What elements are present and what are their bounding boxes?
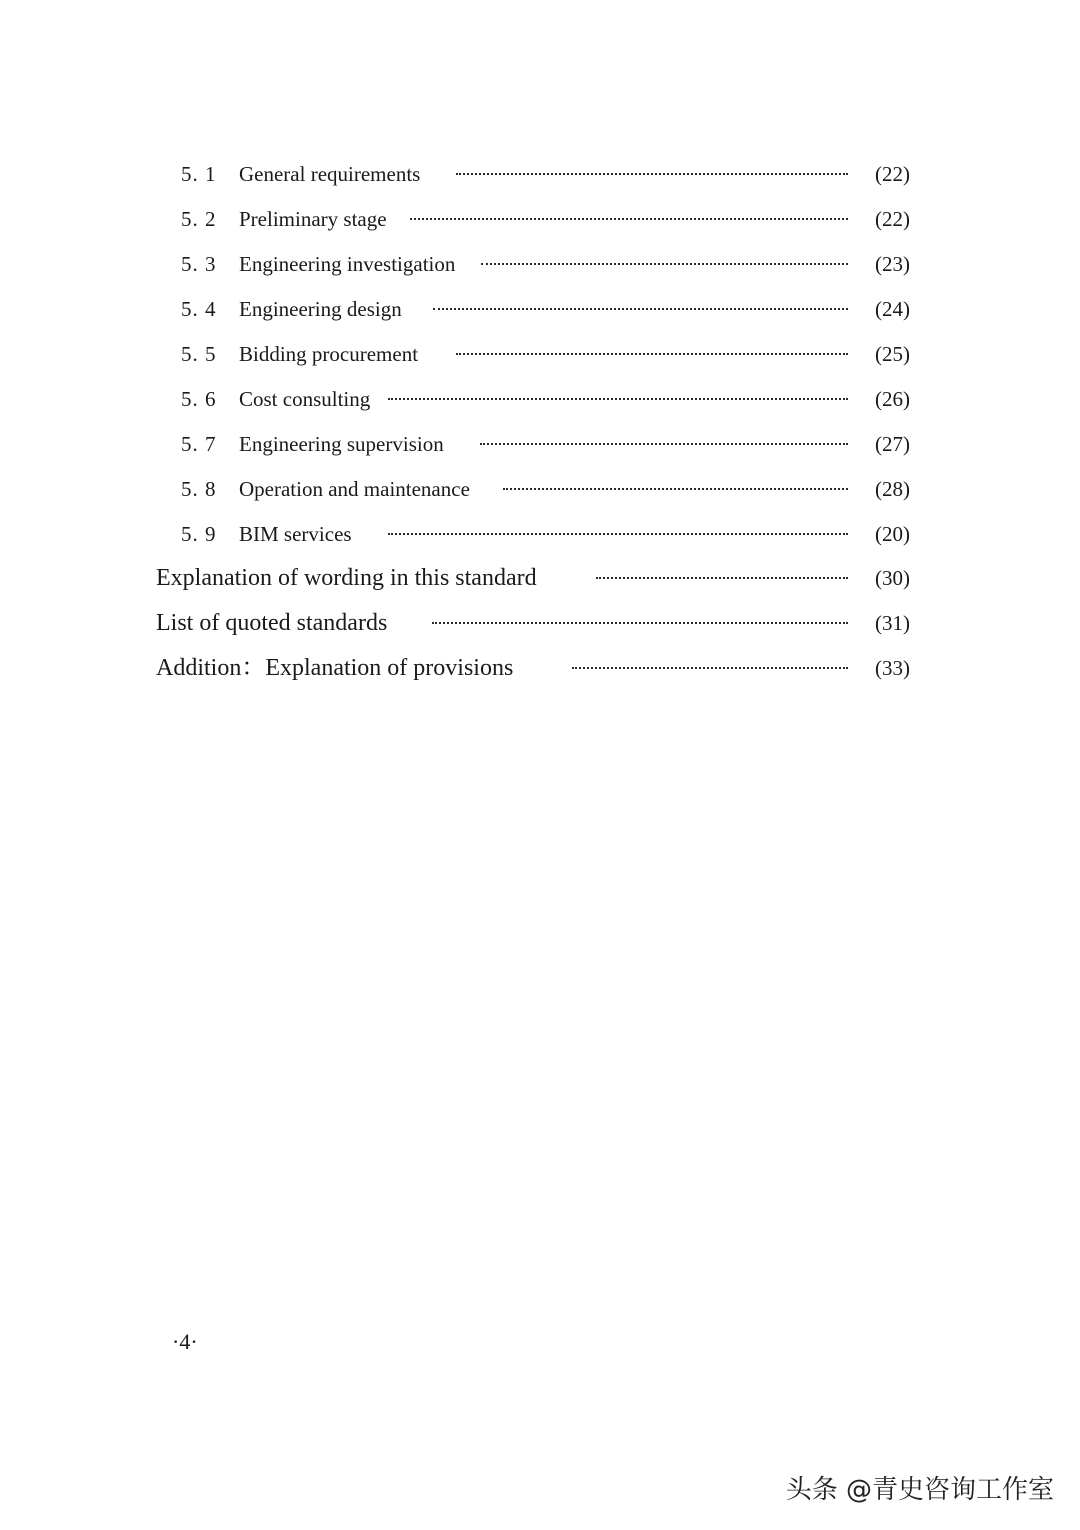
dot-leader (432, 622, 848, 624)
toc-entry-page: (25) (875, 342, 910, 366)
toc-entry-page: (23) (875, 252, 910, 276)
toc-entry-number: 5. 3 (181, 252, 217, 276)
toc-entry-5-7[interactable] (0, 426, 1080, 462)
toc-entry-title: List of quoted standards (156, 610, 388, 636)
toc-entry-page: (33) (875, 656, 910, 680)
toc-entry-number: 5. 2 (181, 207, 217, 231)
dot-leader (433, 308, 848, 310)
dot-leader (456, 173, 848, 175)
toc-entry-title: Operation and maintenance (239, 477, 470, 501)
toc-entry-title: Engineering supervision (239, 432, 444, 456)
dot-leader (572, 667, 848, 669)
toc-entry-5-2[interactable] (0, 201, 1080, 237)
toc-entry-number: 5. 5 (181, 342, 217, 366)
dot-leader (481, 263, 848, 265)
page-number: ·4· (172, 1329, 198, 1354)
dot-leader (456, 353, 848, 355)
watermark-text: 头条 @青史咨询工作室 (785, 1475, 1054, 1505)
toc-entry-title: Engineering design (239, 297, 402, 321)
toc-entry-title: Preliminary stage (239, 207, 387, 231)
toc-entry-page: (24) (875, 297, 910, 321)
toc-entry-title: Bidding procurement (239, 342, 419, 366)
toc-entry-number: 5. 1 (181, 162, 217, 186)
toc-entry-title: BIM services (239, 522, 352, 546)
toc-entry-5-5[interactable] (0, 336, 1080, 372)
dot-leader (503, 488, 848, 490)
toc-entry-5-6[interactable] (0, 381, 1080, 417)
toc-entry-title: Addition：Explanation of provisions (156, 655, 514, 681)
toc-entry-5-3[interactable] (0, 246, 1080, 282)
toc-entry-page: (28) (875, 477, 910, 501)
toc-entry-5-4[interactable] (0, 291, 1080, 327)
toc-entry-explanation-of-provisions[interactable] (0, 650, 1080, 686)
toc-entry-title: General requirements (239, 162, 421, 186)
toc-entry-title: Cost consulting (239, 387, 371, 411)
toc-entry-number: 5. 7 (181, 432, 217, 456)
toc-entry-list-of-quoted-standards[interactable] (0, 605, 1080, 641)
toc-entry-page: (22) (875, 162, 910, 186)
toc-entry-number: 5. 9 (181, 522, 217, 546)
toc-entry-page: (20) (875, 522, 910, 546)
toc-entry-title: Explanation of wording in this standard (156, 565, 537, 591)
toc-entry-5-8[interactable] (0, 471, 1080, 507)
toc-entry-number: 5. 4 (181, 297, 217, 321)
table-of-contents (0, 0, 1080, 700)
toc-entry-explanation-of-wording[interactable] (0, 560, 1080, 596)
dot-leader (388, 533, 848, 535)
toc-entry-page: (26) (875, 387, 910, 411)
toc-entry-page: (22) (875, 207, 910, 231)
dot-leader (388, 398, 848, 400)
toc-entry-number: 5. 6 (181, 387, 217, 411)
dot-leader (410, 218, 848, 220)
toc-entry-5-1[interactable] (0, 156, 1080, 192)
toc-entry-title: Engineering investigation (239, 252, 456, 276)
dot-leader (480, 443, 848, 445)
toc-entry-5-9[interactable] (0, 516, 1080, 552)
toc-entry-page: (30) (875, 566, 910, 590)
toc-entry-page: (27) (875, 432, 910, 456)
dot-leader (596, 577, 848, 579)
toc-entry-number: 5. 8 (181, 477, 217, 501)
toc-entry-page: (31) (875, 611, 910, 635)
